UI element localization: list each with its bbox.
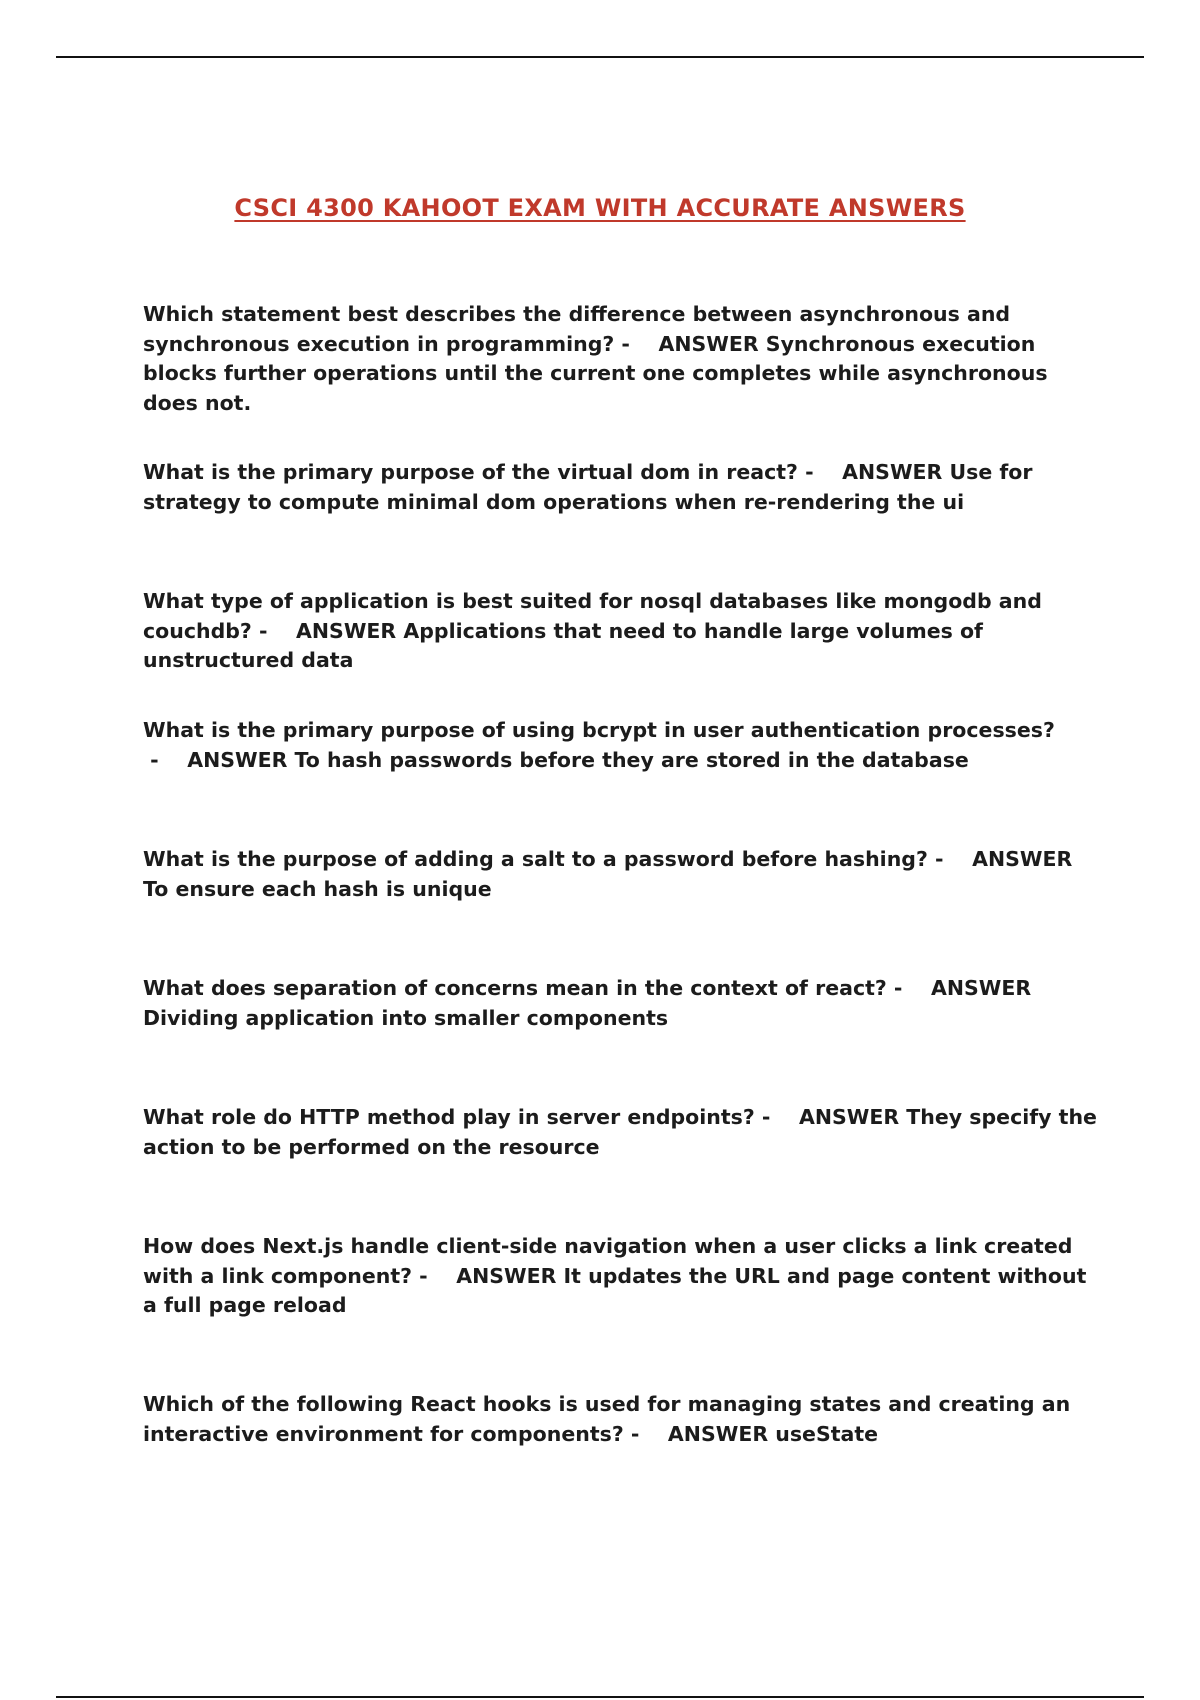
document-title-text: CSCI 4300 KAHOOT EXAM WITH ACCURATE ANSWERS [234, 194, 966, 222]
top-rule [56, 56, 1144, 58]
qa-item-7 [143, 1103, 1103, 1162]
qa-item-4 [143, 716, 1103, 775]
question-text: How does Next.js handle client-side navigation when a user clicks a link created with a link component? [143, 1234, 1073, 1288]
qa-separator: - [927, 847, 973, 871]
qa-item-5 [143, 845, 1103, 904]
qa-separator: - [623, 1421, 668, 1446]
qa-separator: - [754, 1105, 799, 1129]
qa-item-3 [143, 587, 1103, 676]
answer-text: ANSWER Applications that need to handle large volumes of unstructured data [143, 618, 983, 672]
bottom-rule [56, 1696, 1144, 1698]
question-text: What is the purpose of adding a salt to a password before hashing? [143, 847, 928, 871]
question-text: What role do HTTP method play in server endpoints? [143, 1105, 755, 1129]
answer-text: ANSWER Synchronous execution blocks further operations until the current one completes while asynchronous does not. [143, 331, 1048, 415]
document-title [0, 192, 1200, 224]
qa-item-6 [143, 974, 1103, 1033]
qa-item-2 [143, 458, 1103, 517]
answer-text: ANSWER Use for strategy to compute minimal dom operations when re-rendering the ui [143, 460, 1033, 514]
qa-separator: - [614, 331, 659, 356]
question-text: Which statement best describes the difference between asynchronous and synchronous execution in programming? [143, 302, 1011, 356]
answer-text: ANSWER useState [667, 1421, 879, 1446]
question-text: What type of application is best suited for nosql databases like mongodb and couchdb? [143, 589, 1042, 643]
qa-item-8 [143, 1232, 1103, 1321]
answer-text: ANSWER To hash passwords before they are stored in the database [187, 747, 969, 772]
question-text: Which of the following React hooks is used for managing states and creating an interactive environment for components? [143, 1392, 1071, 1446]
qa-separator: - [886, 976, 931, 1000]
answer-text: ANSWER To ensure each hash is unique [143, 847, 1073, 901]
answer-text: ANSWER They specify the action to be performed on the resource [143, 1105, 1097, 1159]
question-text: What is the primary purpose of the virtual dom in react? [143, 460, 798, 484]
question-text: What does separation of concerns mean in the context of react? [143, 976, 887, 1000]
qa-separator: - [251, 618, 297, 643]
qa-separator: - [412, 1263, 457, 1288]
qa-item-1 [143, 300, 1103, 418]
qa-separator: - [797, 460, 843, 484]
question-text: What is the primary purpose of using bcrypt in user authentication processes? [143, 718, 1055, 742]
qa-separator: - [143, 747, 188, 772]
qa-item-9 [143, 1390, 1103, 1449]
answer-text: ANSWER It updates the URL and page content without a full page reload [143, 1263, 1087, 1317]
answer-text: ANSWER Dividing application into smaller components [143, 976, 1032, 1030]
